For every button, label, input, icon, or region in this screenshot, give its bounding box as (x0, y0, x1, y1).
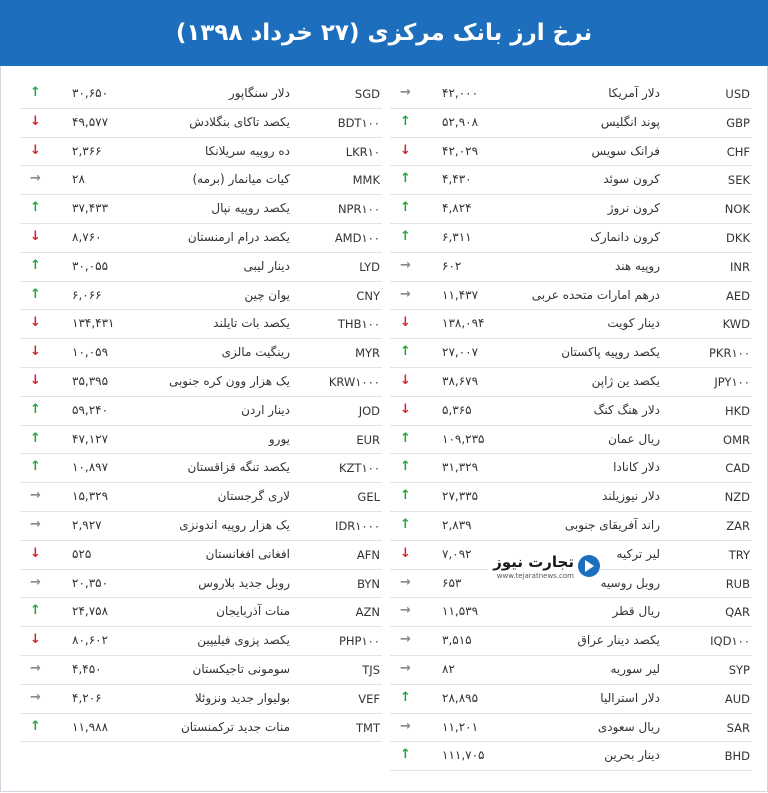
currency-row (390, 512, 752, 541)
currency-rate: ۲,۳۶۶ (72, 143, 102, 158)
currency-row (20, 454, 382, 483)
currency-name: کرون دانمارک (590, 229, 660, 244)
logo-mark-icon (578, 555, 600, 577)
currency-code: NZD (724, 490, 750, 505)
currency-name: دینار لیبی (243, 258, 290, 273)
currency-name: کرون نروژ (607, 201, 660, 216)
page-header (0, 0, 768, 66)
currency-name: ریال عمان (608, 431, 660, 446)
currency-row (20, 685, 382, 714)
currency-code: BHD (724, 749, 750, 764)
currency-row (20, 627, 382, 656)
currency-row (390, 138, 752, 167)
currency-row (390, 742, 752, 771)
currency-name: دینار اردن (241, 402, 290, 417)
currency-code: MMK (352, 173, 380, 188)
currency-row (390, 483, 752, 512)
currency-code: RUB (725, 576, 750, 591)
currency-name: ده روپیه سریلانکا (204, 143, 290, 158)
currency-name: درهم امارات متحده عربی (531, 287, 660, 302)
currency-name: یکصد پزوی فیلیپین (197, 633, 290, 648)
currency-rate: ۸,۷۶۰ (72, 229, 102, 244)
currency-row (390, 195, 752, 224)
currency-rate: ۴۹,۵۷۷ (72, 114, 109, 129)
currency-row (390, 426, 752, 455)
currency-row (20, 397, 382, 426)
arrow-right-icon: → (400, 85, 411, 100)
currency-rate: ۴,۲۰۶ (72, 690, 102, 705)
currency-name: دلار آمریکا (608, 86, 660, 100)
currency-name: کیات میانمار (برمه) (192, 172, 290, 187)
currency-code: KRW۱۰۰۰ (328, 374, 380, 389)
arrow-right-icon: → (30, 488, 41, 504)
currency-code: LKR۱۰ (345, 144, 380, 159)
arrow-right-icon: → (400, 257, 411, 273)
arrow-down-icon: ↓ (400, 401, 411, 417)
currency-row (390, 714, 752, 743)
arrow-right-icon: → (30, 660, 41, 676)
arrow-up-icon: ↑ (30, 286, 41, 302)
currency-rate: ۱۱,۵۳۹ (442, 604, 479, 619)
currency-rate: ۱۱,۹۸۸ (72, 719, 109, 734)
currency-row (20, 570, 382, 599)
currency-row (20, 310, 382, 339)
currency-rate: ۱۱۱,۷۰۵ (442, 748, 485, 763)
currency-name: دلار هنگ کنگ (593, 402, 660, 417)
arrow-right-icon: → (400, 286, 411, 302)
currency-row (20, 195, 382, 224)
currency-code: LYD (359, 259, 380, 274)
currency-name: یکصد تنگه قزاقستان (187, 460, 290, 475)
currency-name: دلار استرالیا (600, 690, 660, 705)
currency-code: AFN (356, 547, 380, 562)
arrow-up-icon: ↑ (30, 718, 41, 734)
currency-rate: ۲۰,۳۵۰ (72, 575, 109, 590)
currency-name: یک هزار وون کره جنوبی (168, 373, 290, 388)
currency-row (390, 598, 752, 627)
currency-rate: ۲۸ (72, 172, 85, 187)
currency-code: GBP (726, 115, 750, 130)
currency-name: فرانک سویس (591, 143, 660, 158)
currency-name: راند آفریقای جنوبی (564, 517, 660, 532)
currency-code: CHF (726, 144, 750, 159)
arrow-right-icon: → (400, 660, 411, 676)
currency-name: روپیه هند (614, 258, 660, 273)
currency-code: TRY (728, 547, 750, 562)
currency-row (20, 80, 382, 109)
currency-rate: ۲۷,۰۰۷ (442, 345, 479, 360)
currency-rate: ۲۷,۳۳۵ (442, 489, 479, 504)
currency-rate: ۴۷,۱۲۷ (72, 431, 109, 446)
currency-code: AED (726, 288, 750, 303)
currency-code: BDT۱۰۰ (337, 115, 380, 130)
currency-rate: ۳۰,۰۵۵ (72, 258, 109, 273)
currency-code: GEL (357, 490, 380, 505)
currency-rate: ۲۸,۸۹۵ (442, 690, 479, 705)
logo-title: تجارت نیوز (493, 553, 574, 571)
currency-code: QAR (725, 605, 750, 620)
currency-rate: ۳۱,۳۲۹ (442, 460, 479, 475)
currency-rate: ۴۲,۰۰۰ (442, 86, 479, 100)
currency-rate: ۱۰,۸۹۷ (72, 460, 109, 475)
currency-name: یکصد دینار عراق (577, 633, 660, 648)
currency-rate: ۲,۸۳۹ (442, 517, 472, 532)
arrow-down-icon: ↓ (400, 545, 411, 561)
currency-code: BYN (357, 576, 380, 591)
currency-name: دلار نیوزیلند (602, 489, 660, 504)
arrow-up-icon: ↑ (30, 257, 41, 273)
arrow-down-icon: ↓ (30, 113, 41, 129)
arrow-right-icon: → (400, 574, 411, 590)
currency-code: VEF (358, 691, 380, 706)
currency-name: رینگیت مالزی (221, 345, 290, 360)
arrow-right-icon: → (400, 603, 411, 619)
currency-row (390, 109, 752, 138)
arrow-up-icon: ↑ (400, 747, 411, 763)
arrow-up-icon: ↑ (400, 228, 411, 244)
currency-rate: ۶,۰۶۶ (72, 287, 102, 302)
currency-name: منات آذربایجان (216, 604, 290, 619)
currency-code: KWD (722, 317, 750, 332)
currency-name: یورو (268, 431, 290, 446)
arrow-right-icon: → (400, 718, 411, 734)
arrow-up-icon: ↑ (30, 200, 41, 216)
arrow-down-icon: ↓ (30, 372, 41, 388)
currency-code: SAR (726, 720, 750, 735)
arrow-down-icon: ↓ (400, 315, 411, 331)
currency-name: یکصد بات تایلند (213, 316, 290, 331)
currency-rate: ۱۵,۳۲۹ (72, 489, 109, 504)
currency-code: PKR۱۰۰ (709, 346, 750, 361)
currency-code: PHP۱۰۰ (338, 634, 380, 649)
arrow-right-icon: → (30, 171, 41, 187)
arrow-up-icon: ↑ (30, 85, 41, 100)
currency-name: کرون سوئد (603, 172, 660, 187)
currency-name: ریال سعودی (597, 719, 660, 734)
currency-code: SEK (727, 173, 750, 188)
currency-name: سومونی تاجیکستان (192, 661, 290, 676)
currency-code: THB۱۰۰ (337, 317, 380, 332)
currency-code: AMD۱۰۰ (334, 230, 380, 245)
currency-code: NPR۱۰۰ (337, 202, 380, 217)
currency-name: دلار کانادا (613, 460, 660, 475)
currency-name: یکصد درام ارمنستان (187, 229, 290, 244)
currency-row (390, 627, 752, 656)
currency-code: IQD۱۰۰ (710, 634, 750, 649)
currency-row (20, 253, 382, 282)
currency-code: INR (730, 259, 750, 274)
arrow-up-icon: ↑ (400, 113, 411, 129)
currency-row (390, 656, 752, 685)
currency-rate: ۱۱,۴۳۷ (442, 287, 479, 302)
currency-code: KZT۱۰۰ (339, 461, 380, 476)
currency-name: لاری گرجستان (217, 489, 290, 504)
currency-rate: ۶,۳۱۱ (442, 229, 472, 244)
currency-rate: ۴,۴۵۰ (72, 661, 102, 676)
currency-rate: ۱۰,۰۵۹ (72, 345, 109, 360)
currency-name: منات جدید ترکمنستان (180, 719, 290, 734)
currency-rate: ۱۳۸,۰۹۴ (442, 316, 485, 331)
currency-code: SYP (728, 662, 750, 677)
arrow-up-icon: ↑ (400, 344, 411, 360)
currency-rate: ۱۳۴,۴۳۱ (72, 316, 115, 331)
currency-row (20, 138, 382, 167)
currency-rate: ۵۹,۲۴۰ (72, 402, 109, 417)
currency-row (390, 397, 752, 426)
currency-name: یوان چین (244, 287, 290, 302)
currency-code: IDR۱۰۰۰ (335, 518, 380, 533)
currency-row (20, 368, 382, 397)
currency-code: AUD (724, 691, 750, 706)
currency-name: یکصد تاکای بنگلادش (189, 114, 290, 129)
currency-rate: ۳,۵۱۵ (442, 633, 472, 648)
currency-name: یک هزار روپیه اندونزی (179, 517, 290, 532)
arrow-up-icon: ↑ (400, 200, 411, 216)
currency-row (20, 714, 382, 743)
currency-row (20, 656, 382, 685)
currency-name: روبل جدید بلاروس (198, 575, 290, 590)
currency-rate: ۴,۸۲۴ (442, 201, 472, 216)
currency-rate: ۸۰,۶۰۲ (72, 633, 109, 648)
currency-rate: ۷,۰۹۲ (442, 546, 472, 561)
currency-code: TMT (356, 720, 380, 735)
arrow-down-icon: ↓ (30, 142, 41, 158)
currency-name: افغانی افغانستان (205, 546, 290, 561)
arrow-up-icon: ↑ (400, 171, 411, 187)
page-title: نرخ ارز بانک مرکزی (۲۷ خرداد ۱۳۹۸) (175, 20, 593, 46)
currency-name: دلار سنگاپور (228, 86, 290, 100)
currency-row (20, 224, 382, 253)
currency-row (390, 166, 752, 195)
currency-code: SGD (354, 87, 380, 101)
currency-name: ریال قطر (612, 604, 660, 619)
arrow-up-icon: ↑ (400, 488, 411, 504)
tejaratnews-logo (488, 553, 600, 583)
arrow-down-icon: ↓ (30, 228, 41, 244)
currency-name: دینار بحرین (604, 748, 660, 763)
currency-row (390, 685, 752, 714)
currency-name: یکصد روپیه پاکستان (561, 345, 660, 360)
currency-column-right (390, 80, 752, 771)
arrow-right-icon: → (30, 516, 41, 532)
arrow-right-icon: → (30, 689, 41, 705)
currency-column-left (20, 80, 382, 742)
currency-rate: ۳۰,۶۵۰ (72, 86, 109, 100)
currency-row (20, 282, 382, 311)
currency-name: یکصد روپیه نپال (211, 201, 290, 216)
currency-name: روبل روسیه (600, 575, 660, 590)
currency-code: JPY۱۰۰ (714, 374, 750, 389)
arrow-right-icon: → (400, 632, 411, 648)
currency-row (390, 80, 752, 109)
currency-code: CNY (356, 288, 380, 303)
currency-row (390, 454, 752, 483)
currency-row (20, 109, 382, 138)
currency-name: پوند انگلیس (600, 114, 660, 129)
currency-row (390, 339, 752, 368)
logo-url: www.tejaratnews.com (496, 572, 574, 580)
arrow-up-icon: ↑ (400, 689, 411, 705)
arrow-up-icon: ↑ (400, 516, 411, 532)
currency-rate: ۵۲۵ (72, 546, 92, 561)
arrow-up-icon: ↑ (30, 459, 41, 475)
arrow-up-icon: ↑ (30, 430, 41, 446)
arrow-up-icon: ↑ (400, 430, 411, 446)
currency-row (20, 541, 382, 570)
currency-row (390, 224, 752, 253)
currency-rate: ۵۲,۹۰۸ (442, 114, 479, 129)
currency-code: NOK (724, 202, 750, 217)
currency-rate: ۶۵۳ (442, 575, 462, 590)
currency-rate: ۸۲ (442, 661, 455, 676)
currency-rate: ۵,۳۶۵ (442, 402, 472, 417)
currency-code: CAD (725, 461, 750, 476)
currency-code: OMR (723, 432, 750, 447)
currency-code: USD (725, 87, 750, 101)
currency-row (20, 598, 382, 627)
currency-rate: ۴۲,۰۲۹ (442, 143, 479, 158)
currency-name: دینار کویت (607, 316, 660, 331)
currency-code: AZN (355, 605, 380, 620)
currency-code: TJS (362, 662, 380, 677)
currency-rate: ۲,۹۲۷ (72, 517, 102, 532)
arrow-down-icon: ↓ (400, 372, 411, 388)
currency-name: یکصد ین ژاپن (591, 373, 660, 388)
currency-row (20, 512, 382, 541)
arrow-up-icon: ↑ (30, 401, 41, 417)
arrow-up-icon: ↑ (30, 603, 41, 619)
currency-row (390, 253, 752, 282)
arrow-down-icon: ↓ (30, 545, 41, 561)
currency-row (390, 310, 752, 339)
arrow-down-icon: ↓ (30, 315, 41, 331)
currency-name: لیر ترکیه (616, 546, 660, 561)
arrow-down-icon: ↓ (30, 632, 41, 648)
currency-rate: ۱۱,۲۰۱ (442, 719, 479, 734)
currency-rate: ۲۴,۷۵۸ (72, 604, 109, 619)
currency-rate: ۳۸,۶۷۹ (442, 373, 479, 388)
currency-code: EUR (356, 432, 380, 447)
currency-name: لیر سوریه (610, 661, 660, 676)
currency-row (390, 282, 752, 311)
arrow-down-icon: ↓ (400, 142, 411, 158)
currency-row (20, 339, 382, 368)
currency-row (20, 426, 382, 455)
arrow-down-icon: ↓ (30, 344, 41, 360)
arrow-right-icon: → (30, 574, 41, 590)
currency-code: ZAR (726, 518, 750, 533)
arrow-up-icon: ↑ (400, 459, 411, 475)
currency-rate: ۶۰۲ (442, 258, 462, 273)
currency-code: JOD (358, 403, 380, 418)
currency-row (390, 368, 752, 397)
currency-code: DKK (726, 230, 750, 245)
currency-rate: ۳۷,۴۳۳ (72, 201, 109, 216)
currency-code: HKD (724, 403, 750, 418)
currency-row (20, 166, 382, 195)
currency-rate: ۳۵,۳۹۵ (72, 373, 109, 388)
currency-rate: ۱۰۹,۲۳۵ (442, 431, 485, 446)
currency-name: بولیوار جدید ونزوئلا (194, 690, 290, 705)
currency-code: MYR (355, 346, 380, 361)
currency-rate: ۴,۴۳۰ (442, 172, 472, 187)
currency-row (20, 483, 382, 512)
